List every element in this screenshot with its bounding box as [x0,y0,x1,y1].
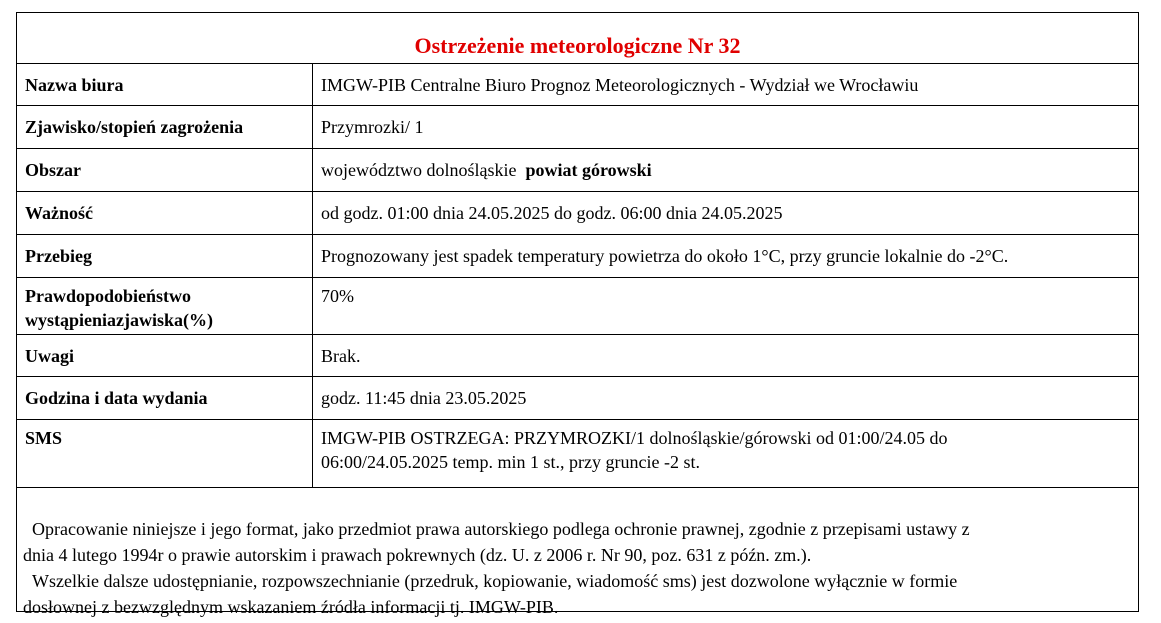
distribution-line2: dosłownej z bezwzględnym wskazaniem źródła informacji tj. IMGW-PIB. [23,597,559,617]
copyright-note [17,500,1138,620]
table-row [17,278,1138,335]
warning-document [16,12,1139,617]
issued-label: Godzina i data wydania [17,377,313,420]
copyright-line2: dnia 4 lutego 1994r o prawie autorskim i prawach pokrewnych (dz. U. z 2006 r. Nr 90, poz. 631 z późn. zm.). [23,545,812,565]
table-row [17,420,1138,488]
remarks-label: Uwagi [17,335,313,377]
table-row [17,106,1138,149]
warning-table [17,63,1138,488]
remarks-value: Brak. [313,335,1139,377]
copyright-paragraph [23,516,1138,568]
table-row [17,64,1138,106]
area-label: Obszar [17,149,313,192]
area-region: województwo dolnośląskie [321,160,517,180]
probability-value: 70% [313,278,1139,335]
copyright-line1: Opracowanie niniejsze i jego format, jako przedmiot prawa autorskiego podlega ochronie prawnej, zgodnie z przepisami ustawy z [32,519,970,539]
phenomenon-value: Przymrozki/ 1 [313,106,1139,149]
table-row [17,192,1138,235]
table-row [17,235,1138,278]
validity-label: Ważność [17,192,313,235]
distribution-paragraph [23,568,1138,620]
distribution-line1: Wszelkie dalsze udostępnianie, rozpowszechnianie (przedruk, kopiowanie, wiadomość sms) jest dozwolone wyłącznie w formie [32,571,958,591]
probability-label-line1: Prawdopodobieństwo [25,286,192,306]
table-row [17,149,1138,192]
sms-value-line1: IMGW-PIB OSTRZEGA: PRZYMROZKI/1 dolnośląskie/górowski od 01:00/24.05 do [321,428,948,448]
course-label: Przebieg [17,235,313,278]
area-value [313,149,1139,192]
sms-value [313,420,1139,488]
warning-title: Ostrzeżenie meteorologiczne Nr 32 [414,33,741,58]
probability-label-line2: wystąpieniazjawiska(%) [25,310,213,330]
course-value: Prognozowany jest spadek temperatury powietrza do około 1°C, przy gruncie lokalnie do -2°C. [313,235,1139,278]
phenomenon-label: Zjawisko/stopień zagrożenia [17,106,313,149]
sms-label: SMS [17,420,313,488]
table-row [17,335,1138,377]
table-row [17,377,1138,420]
office-label: Nazwa biura [17,64,313,106]
issued-value: godz. 11:45 dnia 23.05.2025 [313,377,1139,420]
probability-label [17,278,313,335]
area-county: powiat górowski [525,160,652,180]
sms-value-line2: 06:00/24.05.2025 temp. min 1 st., przy gruncie -2 st. [321,452,700,472]
office-value: IMGW-PIB Centralne Biuro Prognoz Meteorologicznych - Wydział we Wrocławiu [313,64,1139,106]
validity-value: od godz. 01:00 dnia 24.05.2025 do godz. 06:00 dnia 24.05.2025 [313,192,1139,235]
